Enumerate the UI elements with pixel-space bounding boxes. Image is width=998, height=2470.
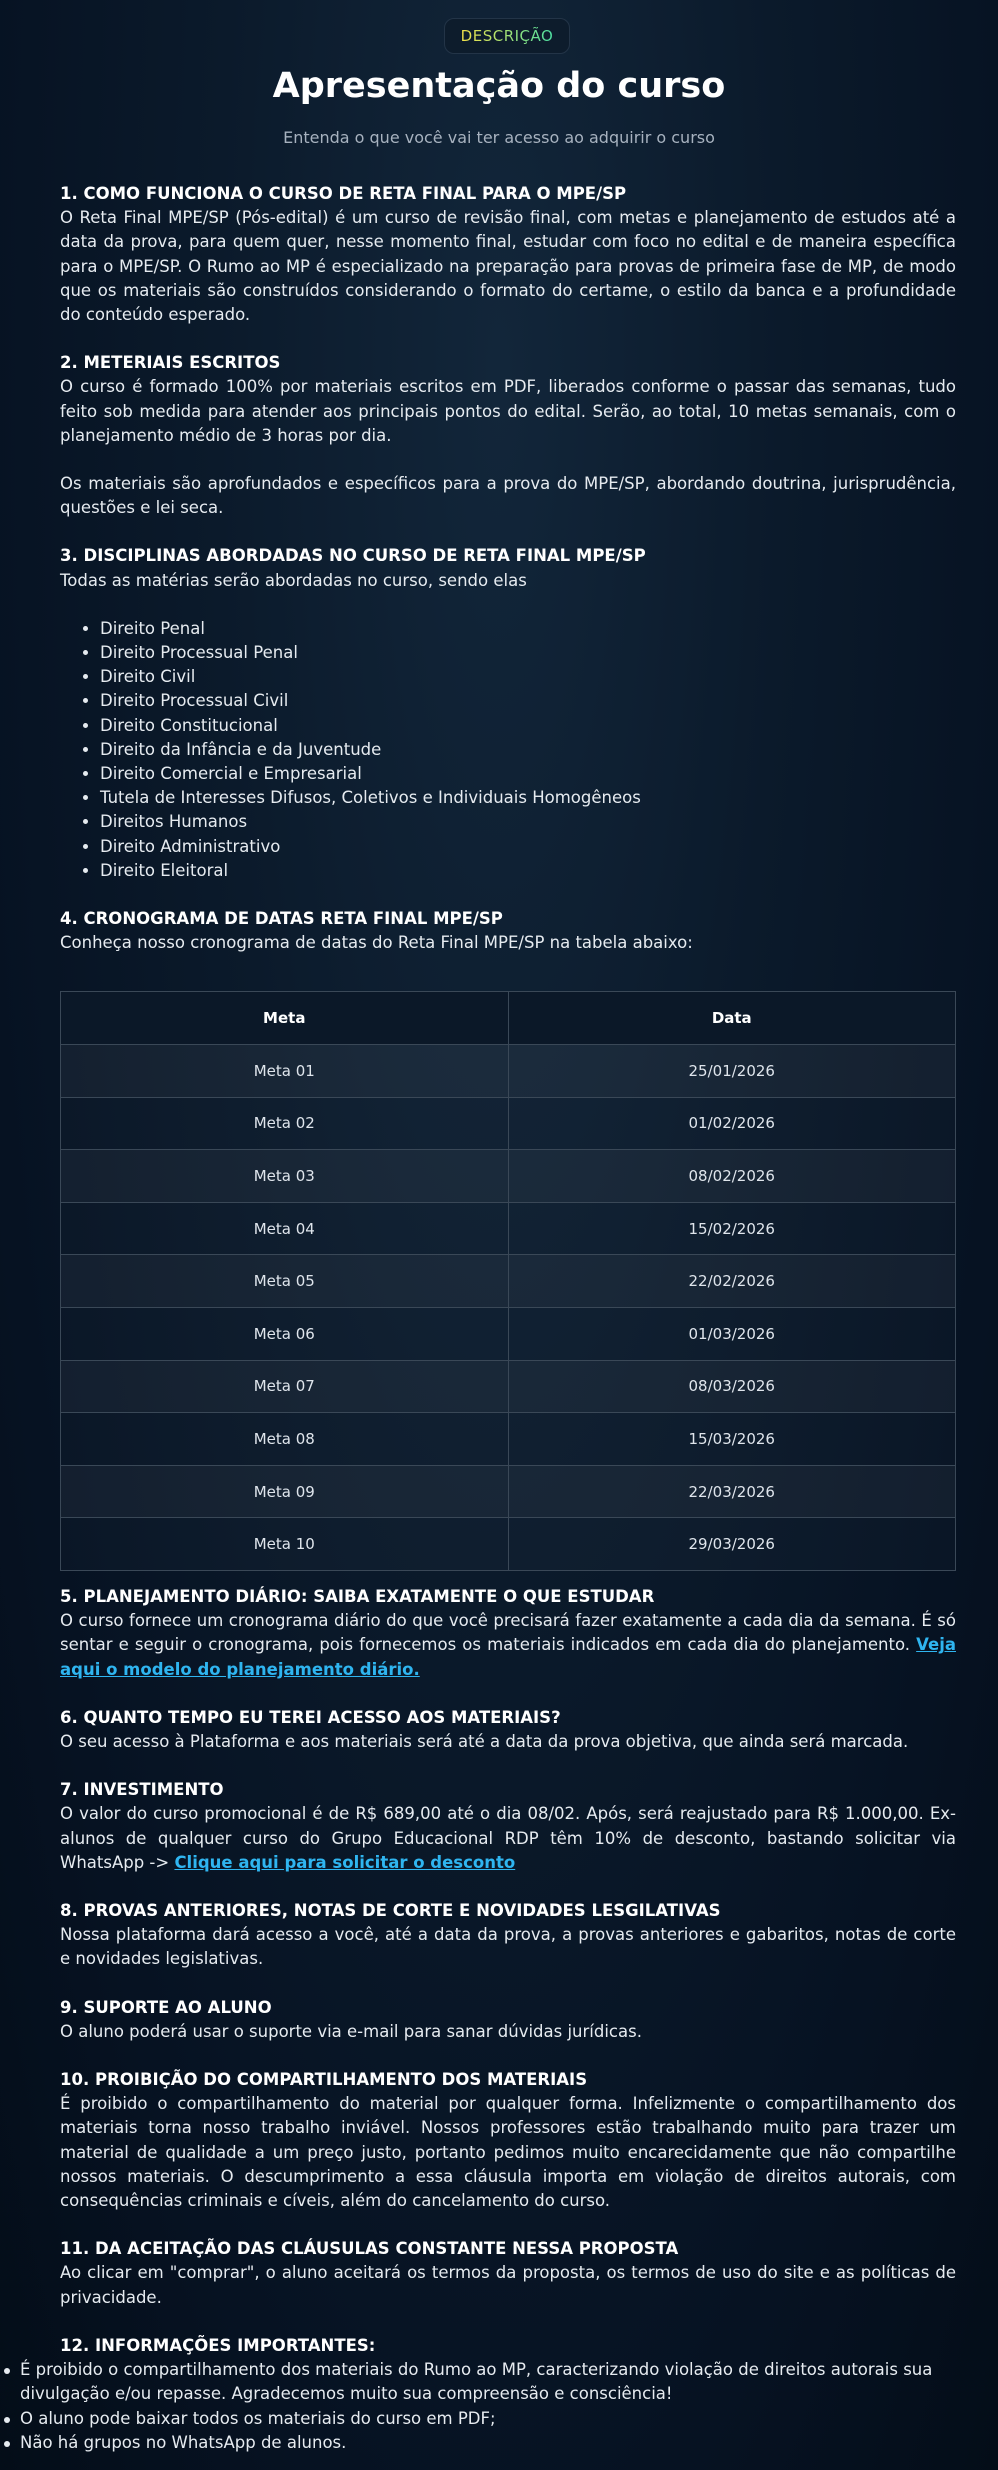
discount-link[interactable]: Clique aqui para solicitar o desconto	[174, 1852, 516, 1872]
section-10-body: É proibido o compartilhamento do material por qualquer forma. Infelizmente o compartilhamento dos materiais torna nosso trabalho inviável. Nossos professores estão trabalhando muito para trazer um material de qualidade a um preço justo, portanto pedimos muito encarecidamente que não compartilhe nossos materiais. O descumprimento a essa cláusula importa em violação de direitos autorais, com consequências criminais e cíveis, além do cancelamento do curso.	[60, 2094, 956, 2211]
meta-cell: Meta 07	[61, 1360, 509, 1413]
table-row	[61, 1413, 956, 1466]
date-cell: 15/02/2026	[508, 1202, 956, 1255]
page-title: Apresentação do curso	[272, 66, 726, 106]
discipline-item: • Direito Penal	[100, 617, 956, 641]
page-subtitle: Entenda o que você vai ter acesso ao adquirir o curso	[283, 128, 715, 147]
discipline-item: • Direito Administrativo	[100, 835, 956, 859]
discipline-item: • Direito Civil	[100, 665, 956, 689]
section-9-heading: 9. SUPORTE AO ALUNO	[60, 1997, 272, 2017]
date-cell: 08/02/2026	[508, 1150, 956, 1203]
important-info-list	[2, 2358, 956, 2455]
section-2-body-2: Os materiais são aprofundados e específicos para a prova do MPE/SP, abordando doutrina, jurisprudência, questões e lei seca.	[60, 474, 956, 518]
table-row	[61, 1465, 956, 1518]
date-cell: 29/03/2026	[508, 1518, 956, 1571]
section-7-body	[60, 1802, 956, 1875]
table-row	[61, 1518, 956, 1571]
section-10-heading: 10. PROIBIÇÃO DO COMPARTILHAMENTO DOS MATERIAIS	[60, 2070, 588, 2090]
meta-cell: Meta 03	[61, 1150, 509, 1203]
section-5-body	[60, 1609, 956, 1682]
section-8-body: Nossa plataforma dará acesso a você, até a data da prova, a provas anteriores e gabaritos, notas de corte e novidades legislativas.	[60, 1925, 956, 1969]
discipline-item: • Direito da Infância e da Juventude	[100, 738, 956, 762]
meta-cell: Meta 05	[61, 1255, 509, 1308]
table-row	[61, 1360, 956, 1413]
date-cell: 01/03/2026	[508, 1308, 956, 1361]
date-cell: 22/03/2026	[508, 1465, 956, 1518]
section-4-heading: 4. CRONOGRAMA DE DATAS RETA FINAL MPE/SP	[60, 909, 503, 929]
section-7-heading: 7. INVESTIMENTO	[60, 1780, 224, 1800]
schedule-table	[60, 991, 956, 1571]
date-cell: 25/01/2026	[508, 1045, 956, 1098]
section-11-body: Ao clicar em "comprar", o aluno aceitará os termos da proposta, os termos de uso do site e as políticas de privacidade.	[60, 2263, 956, 2307]
list-item: É proibido o compartilhamento dos materiais do Rumo ao MP, caracterizando violação de direitos autorais sua divulgação e/ou repasse. Agradecemos muito sua compreensão e consciência!	[2, 2358, 956, 2406]
section-5-text: O curso fornece um cronograma diário do que você precisará fazer exatamente a cada dia da semana. É só sentar e seguir o cronograma, pois fornecemos os materiais indicados em cada dia do planejamento.	[60, 1611, 956, 1655]
section-3-intro: Todas as matérias serão abordadas no curso, sendo elas	[60, 570, 527, 590]
section-5-heading: 5. PLANEJAMENTO DIÁRIO: SAIBA EXATAMENTE O QUE ESTUDAR	[60, 1587, 655, 1607]
column-header-meta: Meta	[61, 992, 509, 1045]
description-badge	[444, 18, 570, 54]
discipline-item: • Direito Constitucional	[100, 714, 956, 738]
discipline-item: • Direitos Humanos	[100, 810, 956, 834]
date-cell: 01/02/2026	[508, 1097, 956, 1150]
table-header-row	[61, 992, 956, 1045]
discipline-item: • Direito Eleitoral	[100, 859, 956, 883]
table-row	[61, 1202, 956, 1255]
meta-cell: Meta 08	[61, 1413, 509, 1466]
meta-cell: Meta 09	[61, 1465, 509, 1518]
description-content	[20, 182, 956, 2455]
table-row	[61, 1255, 956, 1308]
section-11-heading: 11. DA ACEITAÇÃO DAS CLÁUSULAS CONSTANTE NESSA PROPOSTA	[60, 2239, 679, 2259]
section-2-body-1: O curso é formado 100% por materiais escritos em PDF, liberados conforme o passar das semanas, tudo feito sob medida para atender aos principais pontos do edital. Serão, ao total, 10 metas semanais, com o planejamento médio de 3 horas por dia.	[60, 377, 956, 445]
date-cell: 15/03/2026	[508, 1413, 956, 1466]
section-3-heading: 3. DISCIPLINAS ABORDADAS NO CURSO DE RETA FINAL MPE/SP	[60, 546, 646, 566]
date-cell: 08/03/2026	[508, 1360, 956, 1413]
meta-cell: Meta 06	[61, 1308, 509, 1361]
date-cell: 22/02/2026	[508, 1255, 956, 1308]
section-1-body: O Reta Final MPE/SP (Pós-edital) é um curso de revisão final, com metas e planejamento de estudos até a data da prova, para quem quer, nesse momento final, estudar com foco no edital e de maneira específica para o MPE/SP. O Rumo ao MP é especializado na preparação para provas de primeira fase de MP, de modo que os materiais são construídos considerando o formato do certame, o estilo da banca e a profundidade do conteúdo esperado.	[60, 208, 956, 325]
table-row	[61, 1308, 956, 1361]
discipline-item: • Direito Processual Penal	[100, 641, 956, 665]
table-row	[61, 1150, 956, 1203]
discipline-item: • Direito Comercial e Empresarial	[100, 762, 956, 786]
section-8-heading: 8. PROVAS ANTERIORES, NOTAS DE CORTE E NOVIDADES LESGILATIVAS	[60, 1901, 721, 1921]
meta-cell: Meta 02	[61, 1097, 509, 1150]
section-1-heading: 1. COMO FUNCIONA O CURSO DE RETA FINAL PARA O MPE/SP	[60, 184, 627, 203]
column-header-data: Data	[508, 992, 956, 1045]
list-item: Não há grupos no WhatsApp de alunos.	[2, 2431, 956, 2455]
disciplines-list	[60, 617, 956, 883]
discipline-item: • Tutela de Interesses Difusos, Coletivos e Individuais Homogêneos	[100, 786, 956, 810]
meta-cell: Meta 10	[61, 1518, 509, 1571]
section-2-heading: 2. METERIAIS ESCRITOS	[60, 353, 281, 373]
meta-cell: Meta 04	[61, 1202, 509, 1255]
meta-cell: Meta 01	[61, 1045, 509, 1098]
section-4-intro: Conheça nosso cronograma de datas do Reta Final MPE/SP na tabela abaixo:	[60, 933, 693, 953]
table-row	[61, 1045, 956, 1098]
badge-label: DESCRIÇÃO	[460, 27, 554, 45]
list-item: O aluno pode baixar todos os materiais do curso em PDF;	[2, 2407, 956, 2431]
section-6-heading: 6. QUANTO TEMPO EU TEREI ACESSO AOS MATERIAIS?	[60, 1707, 561, 1727]
discipline-item: • Direito Processual Civil	[100, 689, 956, 713]
section-6-body: O seu acesso à Plataforma e aos materiais será até a data da prova objetiva, que ainda será marcada.	[60, 1732, 909, 1752]
table-row	[61, 1097, 956, 1150]
section-9-body: O aluno poderá usar o suporte via e-mail para sanar dúvidas jurídicas.	[60, 2021, 642, 2041]
daily-plan-link[interactable]: Veja aqui o modelo do planejamento diário.	[60, 1635, 956, 1679]
section-12-heading: 12. INFORMAÇÕES IMPORTANTES:	[60, 2335, 376, 2355]
section-7-text: O valor do curso promocional é de R$ 689,00 até o dia 08/02. Após, será reajustado para R$ 1.000,00. Ex-alunos de qualquer curso do Grupo Educacional RDP têm 10% de desconto, bastando solicitar via WhatsApp ->	[60, 1804, 956, 1872]
